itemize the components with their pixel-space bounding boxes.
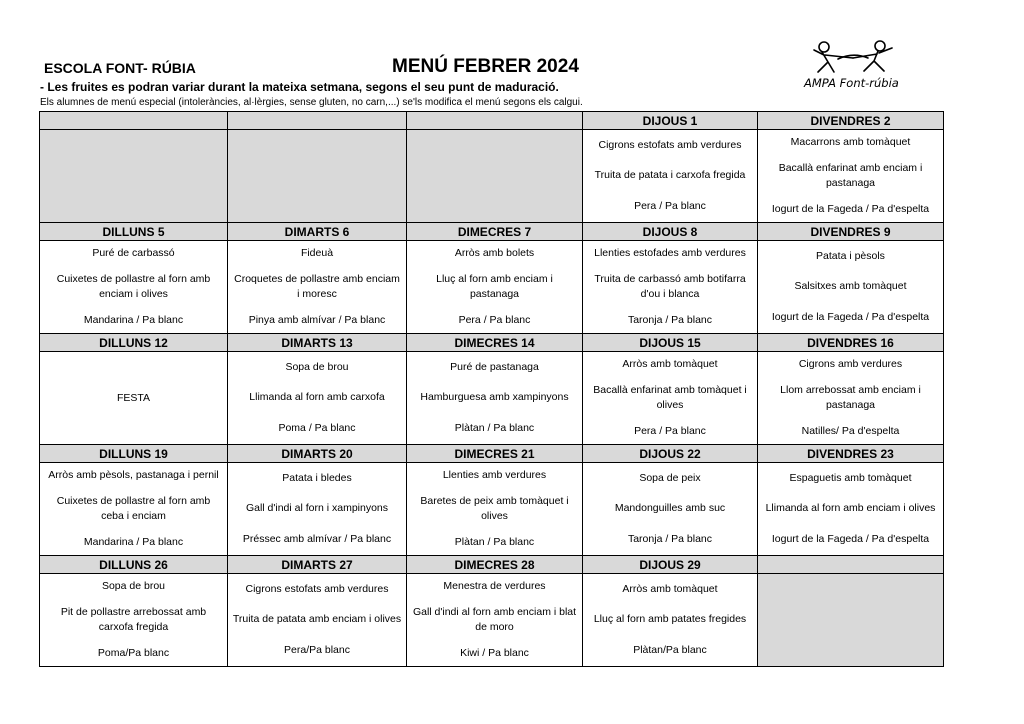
day-menu-cell [407, 130, 583, 223]
week-header-row [40, 334, 944, 352]
dish-item: Croquetes de pollastre amb enciam i moresc [234, 272, 400, 300]
dish-item: Bacallà enfarinat amb enciam i pastanaga [778, 161, 923, 189]
dish-list [40, 574, 227, 666]
dish-item: Iogurt de la Fageda / Pa d'espelta [771, 533, 930, 546]
day-menu-cell [758, 241, 944, 334]
dish-list [228, 130, 406, 222]
dish-item: Bacallà enfarinat amb tomàquet i olives [593, 383, 747, 411]
day-menu-cell [407, 352, 583, 445]
day-header: DIMARTS 6 [228, 223, 407, 241]
ampa-logo [798, 38, 908, 98]
dish-item: Llimanda al forn amb carxofa [249, 391, 385, 404]
day-header: DIVENDRES 2 [758, 112, 944, 130]
dish-item: Cigrons amb verdures [798, 358, 903, 371]
day-header: DILLUNS 19 [40, 445, 228, 463]
week-dishes-row [40, 463, 944, 556]
dish-item: Fideuà [300, 247, 334, 260]
week-dishes-row [40, 352, 944, 445]
day-menu-cell [40, 352, 228, 445]
dish-item: Pit de pollastre arrebossat amb carxofa fregida [60, 605, 207, 633]
week-header-row [40, 445, 944, 463]
week-header-row [40, 112, 944, 130]
dish-item: Llom arrebossat amb enciam i pastanaga [780, 383, 921, 411]
day-menu-cell [407, 241, 583, 334]
holiday-label: FESTA [116, 392, 151, 404]
dish-item: Cuixetes de pollastre al forn amb ceba i enciam [56, 494, 211, 522]
dish-item: Truita de carbassó amb botifarra d'ou i blanca [594, 272, 746, 300]
day-menu-cell [228, 574, 407, 667]
children-dancing-icon [798, 38, 908, 78]
day-menu-cell [583, 241, 758, 334]
dish-list [40, 130, 227, 222]
dish-item: Lluç al forn amb patates fregides [593, 613, 747, 626]
dish-list [407, 574, 582, 666]
day-menu-cell [583, 574, 758, 667]
dish-list [228, 241, 406, 333]
day-header [407, 112, 583, 130]
dish-item: Iogurt de la Fageda / Pa d'espelta [771, 311, 930, 324]
dish-item: Puré de pastanaga [450, 360, 539, 373]
day-menu-cell [40, 574, 228, 667]
dish-item: Espaguetis amb tomàquet [789, 471, 912, 484]
day-header: DIVENDRES 9 [758, 223, 944, 241]
dish-item: Pera / Pa blanc [458, 313, 531, 326]
dish-list [758, 130, 943, 222]
day-header: DIJOUS 8 [583, 223, 758, 241]
dish-item: Plàtan / Pa blanc [454, 535, 535, 548]
dish-item: Sopa de brou [101, 580, 166, 593]
dish-list [407, 352, 582, 444]
day-menu-cell [583, 352, 758, 445]
school-name: ESCOLA FONT- RÚBIA [44, 60, 196, 76]
dish-item: Pinya amb almívar / Pa blanc [248, 313, 386, 326]
dish-item: Truita de patata i carxofa fregida [594, 169, 746, 182]
day-menu-cell [228, 352, 407, 445]
dish-item: Sopa de peix [639, 471, 701, 484]
dish-item: Pera / Pa blanc [634, 200, 706, 213]
dish-item: Mandarina / Pa blanc [83, 313, 184, 326]
dish-list [583, 574, 757, 666]
dish-item: Arròs amb pèsols, pastanaga i pernil [48, 469, 219, 482]
dish-item: Arròs amb tomàquet [622, 582, 718, 595]
dish-list [758, 241, 943, 333]
dish-item: Pera/Pa blanc [284, 644, 350, 657]
dish-list [758, 574, 943, 666]
day-header: DILLUNS 12 [40, 334, 228, 352]
dish-item: Kiwi / Pa blanc [460, 646, 529, 659]
dish-item: Puré de carbassó [92, 247, 175, 260]
dish-item: Taronja / Pa blanc [627, 533, 713, 546]
day-menu-cell [40, 130, 228, 223]
day-header [758, 556, 944, 574]
day-header: DIJOUS 22 [583, 445, 758, 463]
day-header: DILLUNS 26 [40, 556, 228, 574]
day-menu-cell [228, 130, 407, 223]
day-menu-cell [407, 463, 583, 556]
dish-list [758, 352, 943, 444]
day-menu-cell [758, 574, 944, 667]
dish-list [407, 463, 582, 555]
dish-item: Arròs amb bolets [454, 247, 535, 260]
dish-item: Macarrons amb tomàquet [790, 136, 911, 149]
dish-item: Llenties estofades amb verdures [594, 247, 746, 260]
dish-item: Poma / Pa blanc [278, 422, 356, 435]
dish-item: Salsitxes amb tomàquet [794, 280, 907, 293]
dish-item: Llenties amb verdures [442, 469, 547, 482]
dish-list [407, 241, 582, 333]
day-header [228, 112, 407, 130]
dish-item: Lluç al forn amb enciam i pastanaga [436, 272, 553, 300]
fruits-note: - Les fruites es podran variar durant la mateixa setmana, segons el seu punt de maduració. [40, 80, 559, 94]
day-menu-cell [583, 463, 758, 556]
day-header: DILLUNS 5 [40, 223, 228, 241]
dish-item: Cigrons estofats amb verdures [245, 582, 389, 595]
dish-item: Truita de patata amb enciam i olives [232, 613, 402, 626]
day-header: DIMARTS 27 [228, 556, 407, 574]
dish-item: Taronja / Pa blanc [627, 313, 713, 326]
dish-item: Menestra de verdures [443, 580, 546, 593]
day-menu-cell [583, 130, 758, 223]
dish-list [583, 463, 757, 555]
dish-list [407, 130, 582, 222]
dish-item: Pera / Pa blanc [634, 424, 706, 437]
dish-item: Hamburguesa amb xampinyons [420, 391, 569, 404]
day-header: DIMECRES 21 [407, 445, 583, 463]
dish-item: Gall d'indi al forn amb enciam i blat de moro [412, 605, 577, 633]
dish-item: Poma/Pa blanc [97, 646, 170, 659]
day-header: DIMECRES 28 [407, 556, 583, 574]
dish-list [583, 130, 757, 222]
dish-item: Gall d'indi al forn i xampinyons [245, 502, 389, 515]
day-header: DIMECRES 7 [407, 223, 583, 241]
dish-item: Patata i pèsols [816, 249, 885, 262]
day-header: DIMECRES 14 [407, 334, 583, 352]
dish-item: Mandonguilles amb suc [614, 502, 726, 515]
day-header: DIVENDRES 16 [758, 334, 944, 352]
ampa-logo-text: AMPA Font-rúbia [804, 76, 899, 90]
dish-item: Plàtan / Pa blanc [454, 422, 535, 435]
day-menu-cell [758, 352, 944, 445]
dish-item: Llimanda al forn amb enciam i olives [765, 502, 936, 515]
day-menu-cell [407, 574, 583, 667]
dish-list [583, 352, 757, 444]
dish-item: Baretes de peix amb tomàquet i olives [420, 494, 569, 522]
day-menu-cell [228, 241, 407, 334]
week-dishes-row [40, 241, 944, 334]
page-title: MENÚ FEBRER 2024 [392, 56, 579, 77]
dish-item: Sopa de brou [285, 360, 349, 373]
special-menu-note: Els alumnes de menú especial (intoleràncies, al·lèrgies, sense gluten, no carn,...) se'ls modifica el menú segons els calgui. [40, 97, 583, 108]
day-header: DIJOUS 1 [583, 112, 758, 130]
day-menu-cell [40, 463, 228, 556]
week-dishes-row [40, 130, 944, 223]
dish-item: Préssec amb almívar / Pa blanc [242, 533, 392, 546]
day-header: DIJOUS 15 [583, 334, 758, 352]
dish-list [40, 241, 227, 333]
week-header-row [40, 556, 944, 574]
day-header: DIJOUS 29 [583, 556, 758, 574]
day-header: DIVENDRES 23 [758, 445, 944, 463]
day-header: DIMARTS 20 [228, 445, 407, 463]
dish-item: Iogurt de la Fageda / Pa d'espelta [771, 202, 930, 215]
week-dishes-row [40, 574, 944, 667]
dish-list [40, 463, 227, 555]
dish-list [40, 352, 227, 444]
dish-item: Mandarina / Pa blanc [83, 535, 184, 548]
day-menu-cell [758, 130, 944, 223]
day-header [40, 112, 228, 130]
dish-item: Natilles/ Pa d'espelta [801, 424, 900, 437]
dish-list [228, 352, 406, 444]
day-menu-cell [758, 463, 944, 556]
dish-item: Plàtan/Pa blanc [633, 644, 707, 657]
week-header-row [40, 223, 944, 241]
dish-list [758, 463, 943, 555]
dish-item: Cigrons estofats amb verdures [598, 138, 742, 151]
dish-list [228, 574, 406, 666]
dish-list [228, 463, 406, 555]
day-menu-cell [228, 463, 407, 556]
menu-table [39, 111, 944, 667]
day-menu-cell [40, 241, 228, 334]
dish-item: Cuixetes de pollastre al forn amb enciam i olives [56, 272, 211, 300]
dish-item: Arròs amb tomàquet [622, 358, 718, 371]
day-header: DIMARTS 13 [228, 334, 407, 352]
dish-list [583, 241, 757, 333]
dish-item: Patata i bledes [282, 471, 352, 484]
